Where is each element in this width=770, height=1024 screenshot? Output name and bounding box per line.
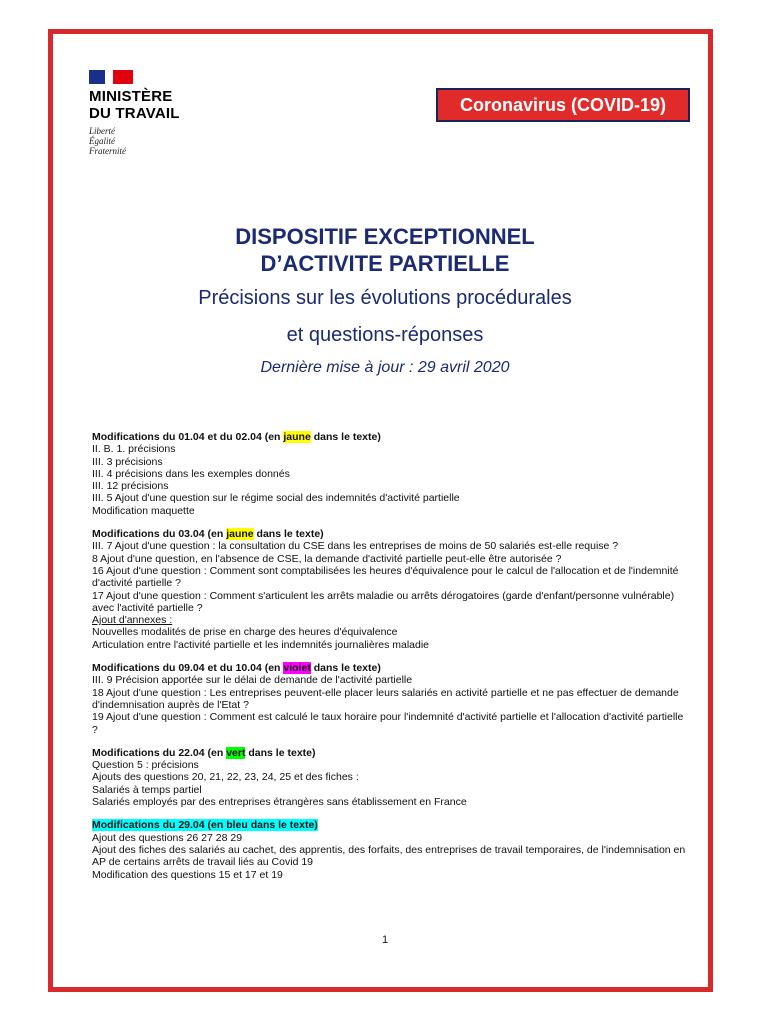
ministry-name-line1: MINISTÈRE [89, 88, 173, 105]
section-0104 [92, 431, 688, 517]
motto-liberte: Liberté [89, 126, 115, 136]
list-item: Modification maquette [92, 504, 195, 517]
list-item: Ajout des questions 26 27 28 29 [92, 831, 243, 844]
section-title: Modifications du 22.04 (en vert dans le texte) [92, 746, 316, 759]
document-subtitle-line2: et questions-réponses [286, 324, 484, 346]
list-item: Question 5 : précisions [92, 759, 199, 772]
section-0304 [92, 528, 688, 651]
section-title: Modifications du 03.04 (en jaune dans le texte) [92, 528, 324, 541]
list-item: 17 Ajout d'une question : Comment s'articulent les arrêts maladie ou arrêts dérogatoires (garde d'enfant/personne vulnérable) avec l'activité partielle ? [92, 589, 675, 614]
section-title: Modifications du 01.04 et du 02.04 (en jaune dans le texte) [92, 431, 381, 443]
annex-label: Ajout d'annexes : [92, 614, 173, 627]
list-item: 8 Ajout d'une question, en l'absence de CSE, la demande d'activité partielle peut-elle être autorisée ? [92, 552, 562, 565]
list-item: Ajout des fiches des salariés au cachet, des apprentis, des forfaits, des entreprises de travail temporaires, de l'indemnisation en AP de certains arrêts de travail liés au Covid 19 [92, 843, 686, 869]
motto-egalite: Égalité [89, 136, 115, 146]
list-item: II. B. 1. précisions [92, 443, 176, 456]
list-item: III. 7 Ajout d'une question : la consultation du CSE dans les entreprises de moins de 50 salariés est-elle requise ? [92, 540, 619, 553]
list-item: III. 9 Précision apportée sur le délai de demande de l'activité partielle [92, 674, 413, 687]
motto-fraternite: Fraternité [89, 146, 126, 156]
list-item: III. 3 précisions [92, 455, 163, 468]
list-item: Salariés à temps partiel [92, 783, 202, 796]
list-item: 19 Ajout d'une question : Comment est calculé le taux horaire pour l'indemnité d'activité partielle et l'allocation d'activité partielle ? [92, 711, 684, 736]
section-2204 [92, 747, 688, 808]
list-item: Ajouts des questions 20, 21, 22, 23, 24, 25 et des fiches : [92, 771, 359, 784]
page-number: 1 [381, 934, 389, 946]
changelog [92, 431, 688, 892]
section-title: Modifications du 29.04 (en bleu dans le texte) [92, 819, 318, 832]
list-item: Modification des questions 15 et 17 et 19 [92, 868, 283, 881]
section-title: Modifications du 09.04 et du 10.04 (en violet dans le texte) [92, 662, 381, 675]
list-item: Nouvelles modalités de prise en charge des heures d'équivalence [92, 626, 398, 639]
list-item: III. 12 précisions [92, 480, 169, 493]
document-title-line1: DISPOSITIF EXCEPTIONNEL [235, 224, 535, 249]
last-update: Dernière mise à jour : 29 avril 2020 [260, 359, 510, 376]
document-subtitle-line1: Précisions sur les évolutions procédurales [198, 287, 572, 309]
list-item: III. 5 Ajout d'une question sur le régime social des indemnités d'activité partielle [92, 492, 460, 505]
section-2904 [92, 819, 688, 880]
covid-badge-label: Coronavirus (COVID-19) [459, 94, 667, 115]
list-item: Salariés employés par des entreprises étrangères sans établissement en France [92, 796, 467, 809]
list-item: Articulation entre l'activité partielle et les indemnités journalières maladie [92, 638, 430, 651]
list-item: 18 Ajout d'une question : Les entreprises peuvent-elle placer leurs salariés en activité partielle et ne pas effectuer de demande d'indemnisation auprès de l'Etat ? [92, 686, 679, 711]
section-0904 [92, 662, 688, 736]
covid-badge [436, 88, 690, 122]
marianne-logo [89, 70, 133, 84]
list-item: 16 Ajout d'une question : Comment sont comptabilisées les heures d'équivalence pour le calcul de l'allocation et de l'indemnité d'activité partielle ? [92, 564, 679, 590]
ministry-name-line2: DU TRAVAIL [89, 105, 180, 122]
document-title-line2: D’ACTIVITE PARTIELLE [260, 251, 510, 276]
list-item: III. 4 précisions dans les exemples donnés [92, 467, 290, 480]
